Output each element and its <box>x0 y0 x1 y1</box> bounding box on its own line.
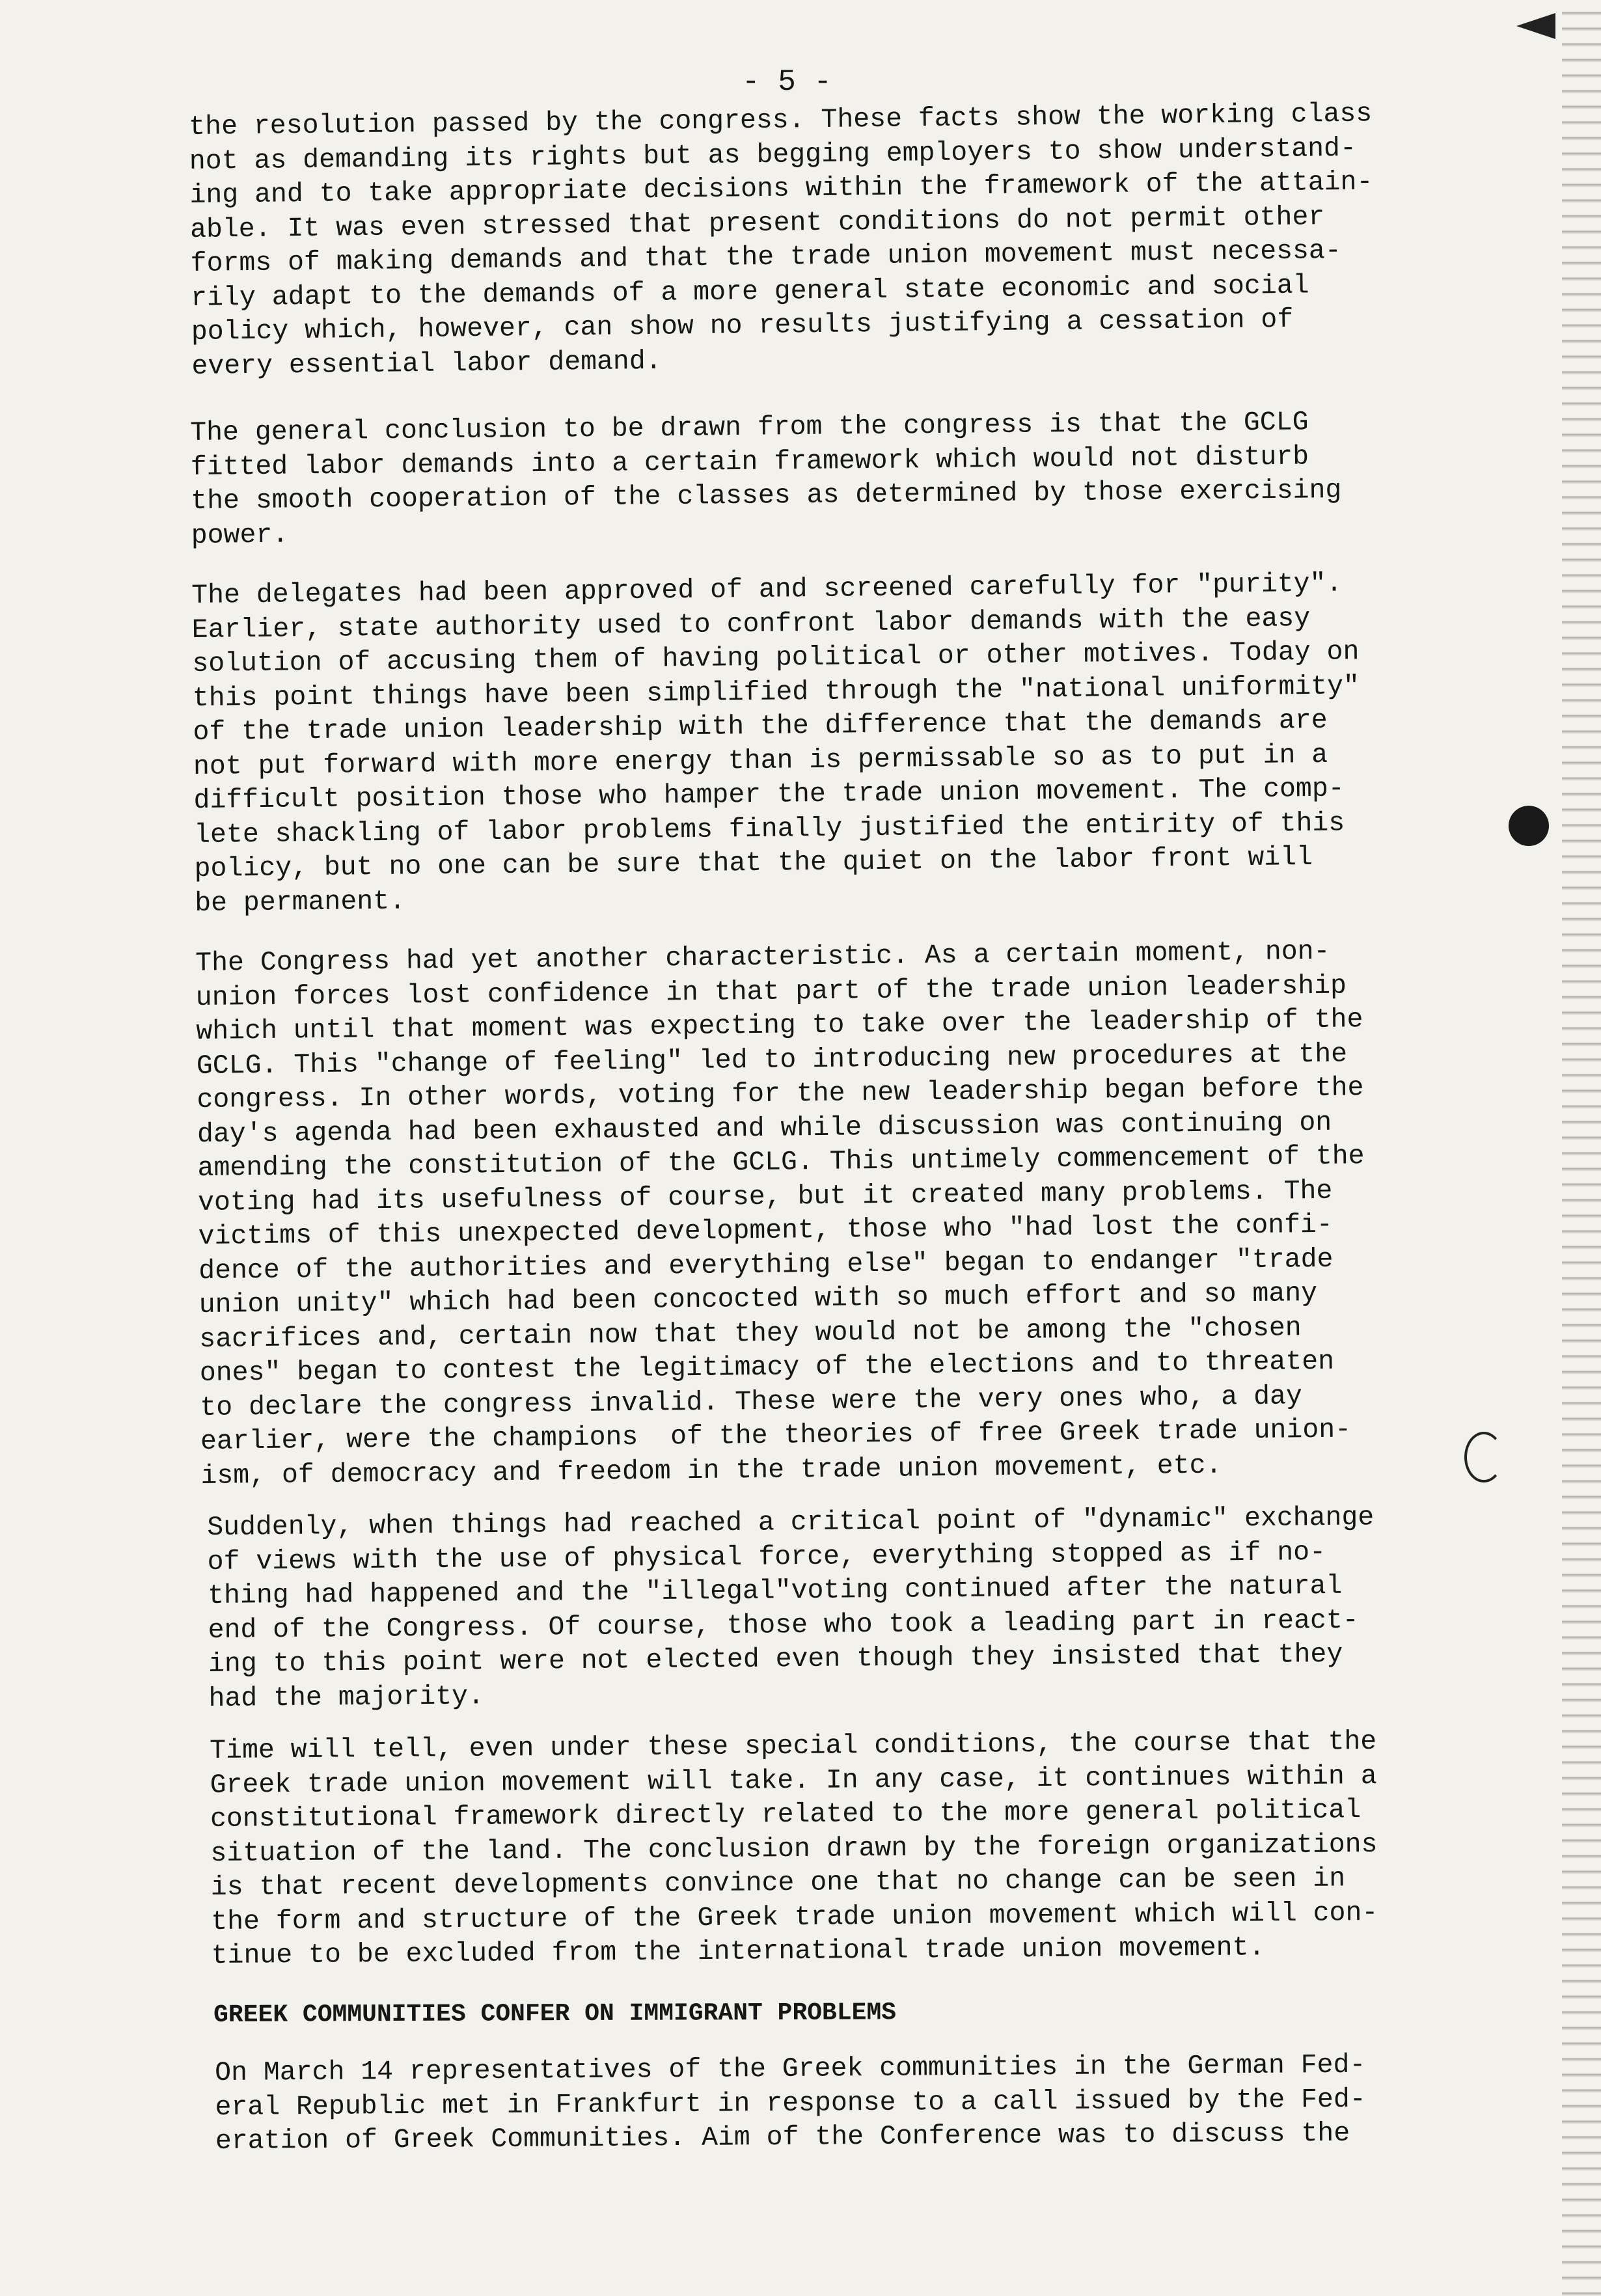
scan-edge-noise <box>1562 0 1601 2296</box>
paragraph-4: The Congress had yet another characteristic. As a certain moment, non- union forces lost confidence in that part of the trade union leadership which until that moment was expecting to take over the leadership of the GCLG. This "change of feeling" led to introducing new procedures at the congress. In other words, voting for the new leadership began before the day's agenda had been exhausted and while discussion was continuing on amending the constitution of the GCLG. This untimely commencement of the voting had its usefulness of course, but it created many problems. The victims of this unexpected development, those who "had lost the confi- dence of the authorities and everything else" began to endanger "trade union unity" which had been concocted with so much effort and so many sacrifices and, certain now that they would not be among the "chosen ones" began to contest the legitimacy of the elections and to threaten to declare the congress invalid. These were the very ones who, a day earlier, were the champions of the theories of free Greek trade union- ism, of democracy and freedom in the trade union movement, etc. <box>195 936 1365 1492</box>
paragraph-5: Suddenly, when things had reached a critical point of "dynamic" exchange of views with the use of physical force, everything stopped as if no- thing had happened and the "illegal"voting continued after the natural end of the Congress. Of course, those who took a leading part in react- ing to this point were not elected even though they insisted that they had the majority. <box>207 1502 1375 1714</box>
ink-blot <box>1509 806 1549 846</box>
paragraph-2: The general conclusion to be drawn from the congress is that the GCLG fitted labor demands into a certain framework which would not disturb the smooth cooperation of the classes as determined by those exercising power. <box>190 407 1342 551</box>
paragraph-7: On March 14 representatives of the Greek communities in the German Fed- eral Republic met in Frankfurt in response to a call issued by the Fed- eration of Greek Communities. Aim of the Conference was to discuss the <box>215 2049 1366 2157</box>
scan-corner-mark <box>1516 13 1555 39</box>
paragraph-1: the resolution passed by the congress. These facts show the working class not as demanding its rights but as begging employers to show understand- ing and to take appropriate decisions within the framework of the attain- able. It was even stressed that present conditions do not permit other forms of making demands and that the trade union movement must necessa- rily adapt to the demands of a more general state economic and social policy which, however, can show no results justifying a cessation of every essential labor demand. <box>189 98 1373 382</box>
paragraph-3: The delegates had been approved of and screened carefully for "purity". Earlier, state authority used to confront labor demands with the easy solution of accusing them of having political or other motives. Today on this point things have been simplified through the "national uniformity" of the trade union leadership with the difference that the demands are not put forward with more energy than is permissable so as to put in a difficult position those who hamper the trade union movement. The comp- lete shackling of labor problems finally justified the entirity of this policy, but no one can be sure that the quiet on the labor front will be permanent. <box>191 568 1360 919</box>
margin-mark <box>1464 1432 1503 1483</box>
section-heading: GREEK COMMUNITIES CONFER ON IMMIGRANT PROBLEMS <box>213 1999 897 2029</box>
page-number: - 5 - <box>742 65 832 99</box>
paragraph-6: Time will tell, even under these special conditions, the course that the Greek trade union movement will take. In any case, it continues within a constitutional framework directly related to the more general political situation of the land. The conclusion drawn by the foreign organizations is that recent developments convince one that no change can be seen in the form and structure of the Greek trade union movement which will con- tinue to be excluded from the international trade union movement. <box>210 1726 1378 1971</box>
